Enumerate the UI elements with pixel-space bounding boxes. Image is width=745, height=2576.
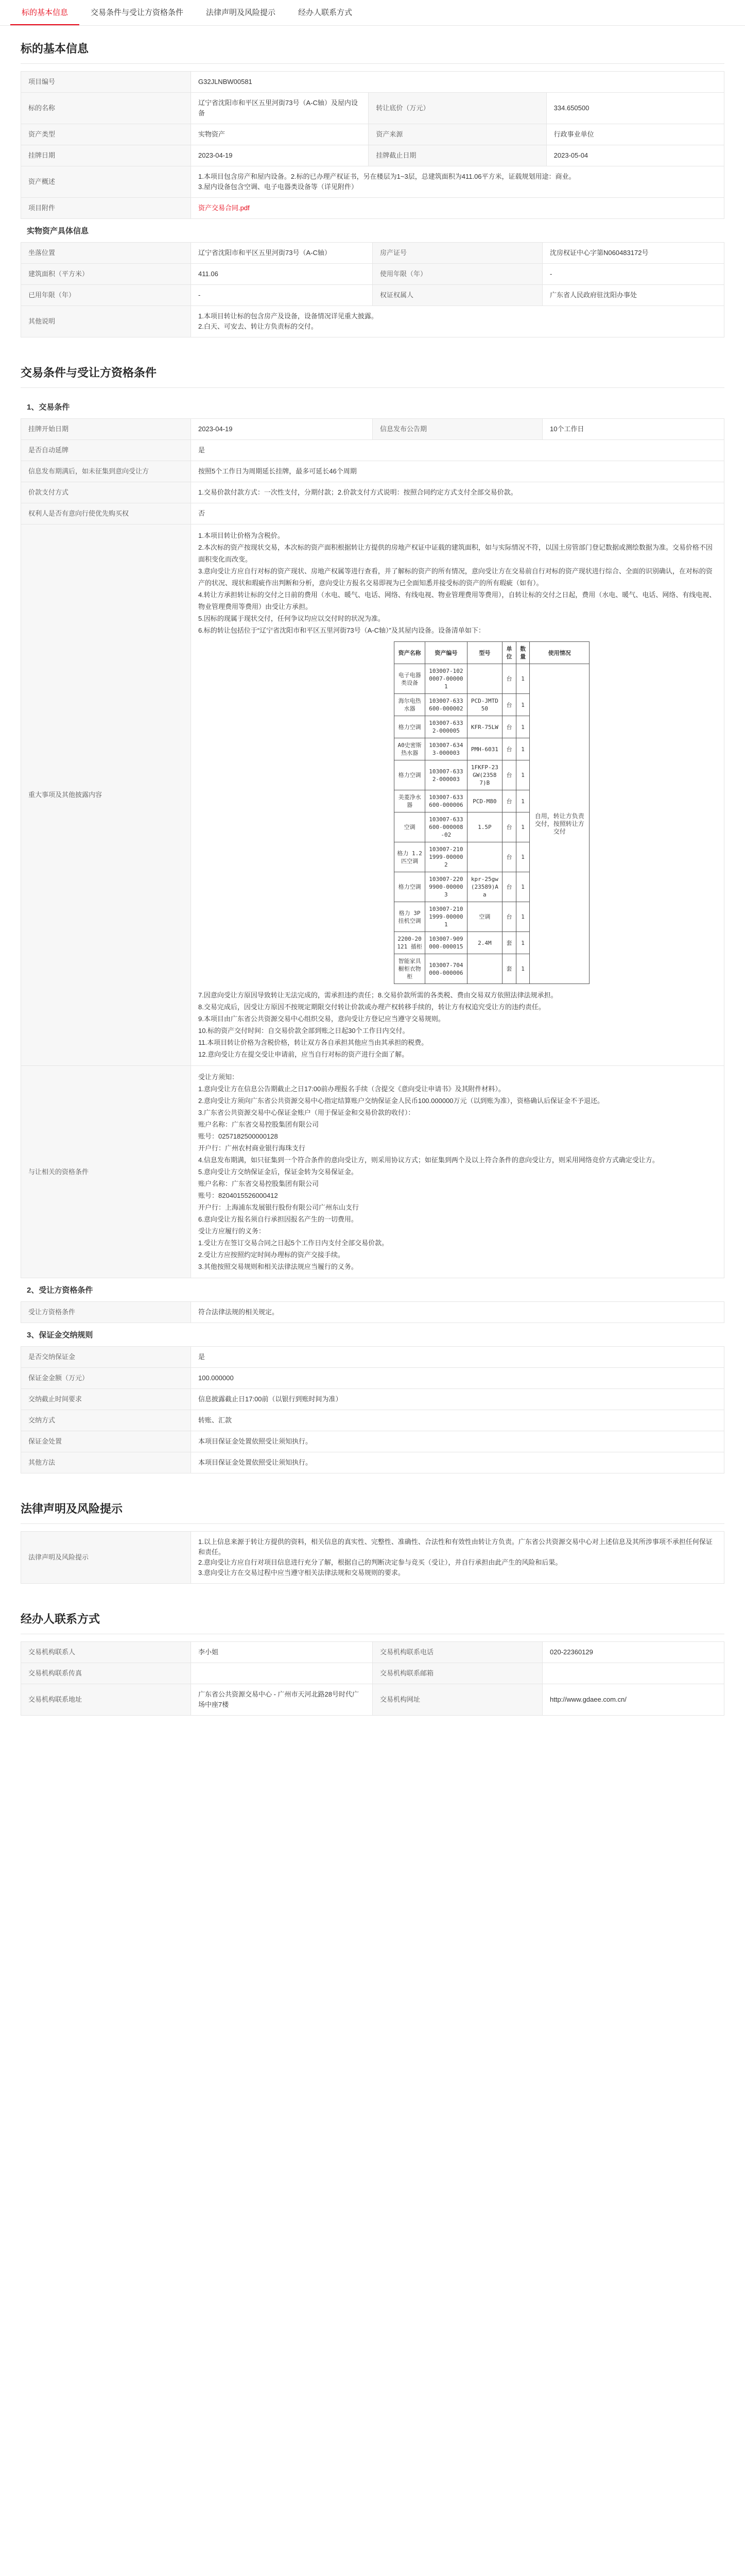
owner: 广东省人民政府驻沈阳办事处: [543, 285, 724, 306]
used-years: -: [191, 285, 373, 306]
equipment-name: 格力 3P 挂机空调: [394, 902, 425, 932]
equipment-model: [467, 954, 503, 984]
equipment-code: 103007-633600-000008-02: [425, 812, 467, 842]
equipment-qty: 1: [516, 694, 530, 716]
field-label: 交易机构联系邮箱: [373, 1663, 543, 1684]
listing-date: 2023-04-19: [191, 145, 369, 166]
building-area: 411.06: [191, 264, 373, 285]
sub-title-asset-detail: 实物资产具体信息: [27, 227, 89, 235]
disclosure-text-bottom: 7.因意向受让方原因导致转让无法完成的，需承担违约责任；8.交易价款所需的各类税、费由交易双方依照法律法规承担。 8.交易完成后，因受让方原因不按规定期限交付转让价款或办理产权转移手续的，转让方有权追究受让方的违约责任。 9.本项目由广东省公共资源交易中心组织交易，意向受让方登记应当遵守交易规则。 10.标的资产交付时间：自交易价款全部到账之日起30个工作日内交付。 11.本项目转让价格为含税价格，转让双方各自承担其他应当由其承担的税费。 12.意向受让方在提交受让申请前，应当自行对标的资产进行全面了解。: [198, 991, 558, 1058]
equipment-header: 型号: [467, 642, 503, 664]
field-label: 交易机构联系人: [21, 1642, 191, 1663]
equipment-model: [467, 842, 503, 872]
table-row: [21, 1066, 724, 1278]
field-label: 重大事项及其他披露内容: [21, 524, 191, 1066]
table-row: [21, 419, 724, 440]
equipment-model: PCD-M80: [467, 790, 503, 812]
disclosure-text-top: 1.本项目转让价格为含税价。 2.本次标的资产按现状交易，本次标的资产面积根据转让方提供的房地产权证中证载的建筑面积，如与实际情况不符，以国土房管部门登记数据或测绘数据为准。交易价格不因面积变化而改变。 3.意向受让方应自行对标的资产现状、房地产权属等进行查看，并了解标的资产的所有情况，意向受让方在交易前自行对标的资产现状进行综合、全面的识别确认，在对标的资产的状况、现状和瑕疵作出判断和分析，意向受让方报名交易即视为已全面知悉并接受标的资产的所有瑕疵（如有）。 4.转让方承担转让标的交付之日前的费用（水电、暖气、电话、网络、有线电视、物业管理费用等费用），自转让标的交付之日起，费用（水电、暖气、电话、网络、有线电视、物业管理费用等费用）由受让方承担。 5.因标的现属于现状交付，任何争议均应以交付时的状况为准。 6.标的转让包括位于“辽宁省沈阳市和平区五里河街73号（A-C轴）”及其屋内设备。设备清单如下：: [198, 532, 716, 634]
table-row: [21, 1347, 724, 1368]
reserve-price: 334.650500: [546, 93, 724, 124]
contact-person: 李小姐: [191, 1642, 373, 1663]
field-label: 已用年限（年）: [21, 285, 191, 306]
asset-overview: 1.本项目包含房产和屋内设备。2.标的已办理产权证书，另在楼层为1~3层，总建筑面积为411.06平方米，证载规划用途：商业。 3.屋内设备包含空调、电子电器类设备等（详见附件）: [191, 166, 724, 198]
table-row: [21, 1368, 724, 1389]
contact-address: 广东省公共资源交易中心 - 广州市天河北路28号时代广场中座7楼: [191, 1684, 373, 1716]
equipment-qty: 1: [516, 790, 530, 812]
contact-website[interactable]: http://www.gdaee.com.cn/: [543, 1684, 724, 1716]
field-label: 资产概述: [21, 166, 191, 198]
equipment-code: 103007-633600-000002: [425, 694, 467, 716]
attachment-cell: [191, 198, 724, 219]
field-label: 标的名称: [21, 93, 191, 124]
table-row: [21, 285, 724, 306]
contact-table: [21, 1641, 724, 1716]
asset-type: 实物资产: [191, 124, 369, 145]
table-row: [21, 1642, 724, 1663]
equipment-qty: 1: [516, 932, 530, 954]
equipment-qty: 1: [516, 954, 530, 984]
asset-detail-table: [21, 242, 724, 337]
field-label: 交易机构网址: [373, 1684, 543, 1716]
table-row: [21, 1302, 724, 1323]
field-label: 与让相关的资格条件: [21, 1066, 191, 1278]
deposit-amount: 100.000000: [191, 1368, 724, 1389]
field-label: 保证金处置: [21, 1431, 191, 1452]
field-label: 资产类型: [21, 124, 191, 145]
equipment-name: 空调: [394, 812, 425, 842]
qualification-value: 符合法律法规的相关规定。: [191, 1302, 724, 1323]
qualification-table: [21, 1301, 724, 1323]
equipment-header: 单位: [503, 642, 516, 664]
trade-conditions-table: [21, 418, 724, 1278]
deposit-other: 本项目保证金处置依照受让须知执行。: [191, 1452, 724, 1473]
disclosure-content: [191, 524, 724, 1066]
field-label: 挂牌截止日期: [369, 145, 546, 166]
field-label: 保证金金额（万元）: [21, 1368, 191, 1389]
equipment-code: 103007-6332-000005: [425, 716, 467, 738]
table-row: [21, 482, 724, 503]
legal-table: [21, 1531, 724, 1584]
equipment-qty: 1: [516, 716, 530, 738]
equipment-code: 103007-2101999-000002: [425, 842, 467, 872]
field-label: 信息发布期满后，如未征集到意向受让方: [21, 461, 191, 482]
equipment-code: 103007-633600-000006: [425, 790, 467, 812]
field-label: 转让底价（万元）: [369, 93, 546, 124]
equipment-qty: 1: [516, 842, 530, 872]
equipment-model: PCD-JMTD50: [467, 694, 503, 716]
attachment-link[interactable]: 资产交易合同.pdf: [198, 204, 250, 212]
equipment-unit: 台: [503, 716, 516, 738]
field-label: 交易机构联系传真: [21, 1663, 191, 1684]
section-title-basic: 标的基本信息: [21, 26, 724, 64]
field-label: 项目附件: [21, 198, 191, 219]
equipment-unit: 台: [503, 664, 516, 694]
equipment-model: kpr-25gw(23589)Aa: [467, 872, 503, 902]
preemption-right: 否: [191, 503, 724, 524]
table-row: [21, 93, 724, 124]
service-life: -: [543, 264, 724, 285]
equipment-qty: 1: [516, 738, 530, 760]
listing-start: 2023-04-19: [191, 419, 373, 440]
sub-title-qualification: 2、受让方资格条件: [27, 1286, 93, 1295]
field-label: 挂牌开始日期: [21, 419, 191, 440]
tab-basic-info[interactable]: 标的基本信息: [10, 0, 79, 25]
asset-source: 行政事业单位: [546, 124, 724, 145]
legal-text: 1.以上信息来源于转让方提供的资料，相关信息的真实性、完整性、准确性、合法性和有效性由转让方负责。广东省公共资源交易中心对上述信息及其所涉事项不承担任何保证和责任。 2.意向受让方应自行对项目信息进行充分了解，根据自己的判断决定参与竞买（受让），并自行承担由此产生的风险和后果。 3.意向受让方在交易过程中应当遵守相关法律法规和交易规则的要求。: [191, 1532, 724, 1584]
equipment-table: [394, 641, 590, 984]
equipment-unit: 套: [503, 932, 516, 954]
equipment-name: 格力空调: [394, 716, 425, 738]
equipment-code: 103007-1020007-000001: [425, 664, 467, 694]
equipment-row: [394, 664, 590, 694]
deposit-table: [21, 1346, 724, 1473]
basic-info-table: [21, 71, 724, 219]
equipment-code: 103007-704000-000006: [425, 954, 467, 984]
equipment-unit: 台: [503, 738, 516, 760]
payment-method: 1.交易价款付款方式：一次性支付，分期付款；2.价款支付方式说明：按照合同约定方式支付全部交易价款。: [191, 482, 724, 503]
table-row: [21, 1684, 724, 1716]
equipment-unit: 台: [503, 790, 516, 812]
equipment-header: 数量: [516, 642, 530, 664]
contact-email: [543, 1663, 724, 1684]
field-label: 交纳截止时间要求: [21, 1389, 191, 1410]
equipment-unit: 台: [503, 812, 516, 842]
table-row: [21, 198, 724, 219]
equipment-name: 格力空调: [394, 760, 425, 790]
contact-fax: [191, 1663, 373, 1684]
table-row: [21, 1410, 724, 1431]
equipment-code: 103007-6332-000003: [425, 760, 467, 790]
tab-conditions[interactable]: 交易条件与受让方资格条件: [91, 8, 184, 17]
table-row: [21, 124, 724, 145]
equipment-name: 海尔电热水器: [394, 694, 425, 716]
section-title-legal: 法律声明及风险提示: [21, 1486, 724, 1524]
location: 辽宁省沈阳市和平区五里河街73号（A-C轴）: [191, 243, 373, 264]
field-label: 信息发布公告期: [373, 419, 543, 440]
equipment-unit: 台: [503, 902, 516, 932]
equipment-table-wrap: [198, 636, 717, 989]
field-label: 资产来源: [369, 124, 546, 145]
equipment-name: 格力 1.2匹空调: [394, 842, 425, 872]
equipment-header: 资产名称: [394, 642, 425, 664]
table-row: [21, 461, 724, 482]
table-row: [21, 243, 724, 264]
equipment-header-row: [394, 642, 590, 664]
equipment-qty: 1: [516, 664, 530, 694]
equipment-qty: 1: [516, 812, 530, 842]
equipment-model: 1FKFP-23GW(23587)B: [467, 760, 503, 790]
listing-end-date: 2023-05-04: [546, 145, 724, 166]
table-row: [21, 1452, 724, 1473]
announce-period: 10个工作日: [543, 419, 724, 440]
legal-section: [0, 1486, 745, 1584]
property-cert: 沈房权证中心字第N060483172号: [543, 243, 724, 264]
extend-rule: 按照5个工作日为周期延长挂牌，最多可延长46个周期: [191, 461, 724, 482]
field-label: 是否交纳保证金: [21, 1347, 191, 1368]
equipment-unit: 套: [503, 954, 516, 984]
table-row: [21, 166, 724, 198]
deposit-deadline: 信息披露截止日17:00前（以银行到账时间为准）: [191, 1389, 724, 1410]
equipment-qty: 1: [516, 760, 530, 790]
field-label: 挂牌日期: [21, 145, 191, 166]
equipment-name: 电子电器类设备: [394, 664, 425, 694]
equipment-model: KFR-75LW: [467, 716, 503, 738]
table-row: [21, 440, 724, 461]
table-row: [21, 1389, 724, 1410]
table-row: [21, 1431, 724, 1452]
tab-bar: [0, 0, 745, 26]
equipment-name: 美菱净水器: [394, 790, 425, 812]
field-label: 项目编号: [21, 72, 191, 93]
equipment-model: 空调: [467, 902, 503, 932]
equipment-model: 2.4M: [467, 932, 503, 954]
equipment-header: 资产编号: [425, 642, 467, 664]
contact-section: [0, 1596, 745, 1716]
field-label: 受让方资格条件: [21, 1302, 191, 1323]
equipment-qty: 1: [516, 902, 530, 932]
field-label: 坐落位置: [21, 243, 191, 264]
qualification-text: 受让方须知： 1.意向受让方在信息公告期截止之日17:00前办理报名手续（含提交《意向受让申请书》及其附件材料）。 2.意向受让方须向广东省公共资源交易中心指定结算账户交纳保证金人民币100.000000万元（以到账为准），资格确认后保证金不予退还。 3.广东省公共资源交易中心保证金账户（用于保证金和交易价款的收付）： 账户名称：广东省交易控股集团有限公司 账号：0257182500000128 开户行：广州农村商业银行海珠支行 4.信息发布期满，如只征集到一个符合条件的意向受让方，则采用协议方式；如征集到两个及以上符合条件的意向受让方，则采用网络竞价方式确定受让方。 5.意向受让方交纳保证金后，保证金转为交易保证金。 账户名称：广东省交易控股集团有限公司 账号：8204015526000412 开户行：上海浦东发展银行股份有限公司广州东山支行 6.意向受让方报名须自行承担因报名产生的一切费用。 受让方应履行的义务： 1.受让方在签订交易合同之日起5个工作日内支付全部交易价款。 2.受让方应按照约定时间办理标的资产交接手续。 3.其他按照交易规则和相关法律法规应当履行的义务。: [198, 1073, 659, 1270]
equipment-code: 103007-2101999-000001: [425, 902, 467, 932]
equipment-name: 智能家具橱柜衣物柜: [394, 954, 425, 984]
table-row: [21, 503, 724, 524]
equipment-unit: 台: [503, 760, 516, 790]
other-notes: 1.本项目转让标的包含房产及设备，设备情况详见重大披露。 2.白天、可安去、转让方负责标的交付。: [191, 306, 724, 337]
deposit-method: 转账、汇款: [191, 1410, 724, 1431]
table-row: [21, 1532, 724, 1584]
equipment-model: [467, 664, 503, 694]
project-code: G32JLNBW00581: [191, 72, 724, 93]
equipment-header: 使用情况: [530, 642, 590, 664]
equipment-qty: 1: [516, 872, 530, 902]
section-title-conditions: 交易条件与受让方资格条件: [21, 350, 724, 388]
equipment-name: 格力空调: [394, 872, 425, 902]
table-row: [21, 72, 724, 93]
deposit-required: 是: [191, 1347, 724, 1368]
contact-phone: 020-22360129: [543, 1642, 724, 1663]
equipment-status: 自用，转让方负责交付，按照转让方交付: [530, 664, 590, 984]
equipment-name: A0史密斯热水器: [394, 738, 425, 760]
tab-contact[interactable]: 经办人联系方式: [298, 8, 353, 17]
equipment-code: 103007-909000-000015: [425, 932, 467, 954]
table-row: [21, 1663, 724, 1684]
field-label: 交易机构联系地址: [21, 1684, 191, 1716]
field-label: 交纳方式: [21, 1410, 191, 1431]
auto-extend: 是: [191, 440, 724, 461]
table-row: [21, 145, 724, 166]
field-label: 使用年限（年）: [373, 264, 543, 285]
table-row: [21, 524, 724, 1066]
field-label: 建筑面积（平方米）: [21, 264, 191, 285]
field-label: 价款支付方式: [21, 482, 191, 503]
field-label: 权利人是否有意向行使优先购买权: [21, 503, 191, 524]
equipment-unit: 台: [503, 694, 516, 716]
qualification-content: [191, 1066, 724, 1278]
field-label: 房产证号: [373, 243, 543, 264]
field-label: 法律声明及风险提示: [21, 1532, 191, 1584]
field-label: 权证权属人: [373, 285, 543, 306]
field-label: 其他说明: [21, 306, 191, 337]
section-title-contact: 经办人联系方式: [21, 1596, 724, 1634]
sub-title-deposit: 3、保证金交纳规则: [27, 1331, 93, 1340]
field-label: 交易机构联系电话: [373, 1642, 543, 1663]
equipment-model: 1.5P: [467, 812, 503, 842]
tab-legal[interactable]: 法律声明及风险提示: [206, 8, 276, 17]
conditions-section: [0, 350, 745, 1473]
subject-name: 辽宁省沈阳市和平区五里河街73号（A-C轴）及屋内设备: [191, 93, 369, 124]
field-label: 是否自动延牌: [21, 440, 191, 461]
deposit-disposal: 本项目保证金处置依照受让须知执行。: [191, 1431, 724, 1452]
equipment-code: 103007-6343-000003: [425, 738, 467, 760]
equipment-unit: 台: [503, 842, 516, 872]
table-row: [21, 306, 724, 337]
equipment-code: 103007-2209900-000003: [425, 872, 467, 902]
equipment-unit: 台: [503, 872, 516, 902]
equipment-model: PMH-6031: [467, 738, 503, 760]
equipment-name: 2200-20121 插柜: [394, 932, 425, 954]
table-row: [21, 264, 724, 285]
sub-title-trade-conditions: 1、交易条件: [27, 403, 70, 412]
basic-info-section: [0, 26, 745, 337]
field-label: 其他方法: [21, 1452, 191, 1473]
